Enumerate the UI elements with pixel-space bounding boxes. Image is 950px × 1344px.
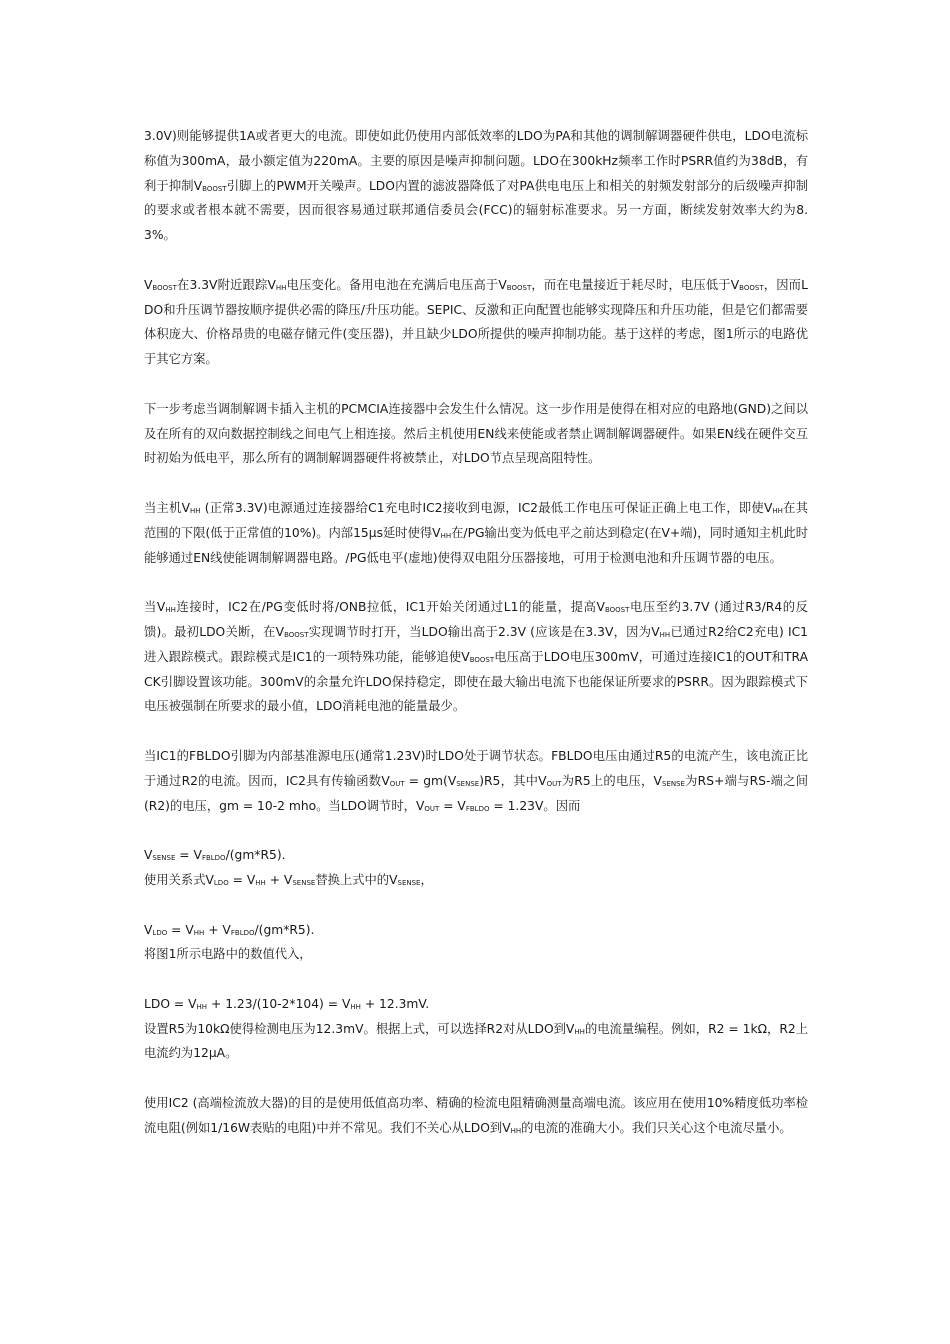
paragraph-vsense-equation: $V_{SENSE} = V_{FBLDO}/(gm*R5)$. 使用关系式$V_{LDO} = V_{HH} + V_{SENSE}$替换上式中的$V_{SENSE}$， — [144, 848, 433, 887]
paragraph-fbldo-regulation: 当IC1的FBLDO引脚为内部基准源电压(通常1.23V)时LDO处于调节状态。FBLDO电压由通过R5的电流产生，该电流正比于通过R2的电流。因而，IC2具有传输函数$V_{OUT} = gm(V_{SENSE})R5$，其中$V_{OUT}$为R5上的电压，$V_{SENSE}$为RS+端与RS-端之间(R2)的电压，gm = 10-2 mho。当LDO调节时，$V_{OUT} = V_{FBLDO} = 1.23V$。因而 — [144, 748, 808, 813]
paragraph-pcmcia-insert: 下一步考虑当调制解调卡插入主机的PCMCIA连接器中会发生什么情况。这一步作用是使得在相对应的电路地(GND)之间以及在所有的双向数据控制线之间电气上相连接。然后主机使用EN线来使能或者禁止调制解调器硬件。如果EN线在硬件交互时初始为低电平，那么所有的调制解调器硬件将被禁止，对LDO节点呈现高阻特性。 — [144, 401, 808, 466]
paragraph-host-power: 当主机$V_{HH}$ (正常3.3V)电源通过连接器给C1充电时IC2接收到电源，IC2最低工作电压可保证正确上电工作，即使$V_{HH}$在其范围的下限(低于正常值的10%)。内部15µs延时使得$V_{HH}$在/PG输出变为低电平之前达到稳定(在V+端)，同时通知主机此时能够通过EN线使能调制解调器电路。/PG低电平(虚地)使得双电阻分压器接地，可用于检测电池和升压调节器的电压。 — [144, 500, 808, 565]
paragraph-ic2-purpose: 使用IC2 (高端检流放大器)的目的是使用低值高功率、精确的检流电阻精确测量高端电流。该应用在使用10%精度低功率检流电阻(例如1/16W表贴的电阻)中并不常见。我们不关心从LDO到$V_{HH}$的电流的准确大小。我们只关心这个电流尽量小。 — [144, 1096, 808, 1135]
paragraph-ldo-value: LDO = $V_{HH} + 1.23/(10-2*104) = V_{HH} + 12.3mV$. 设置R5为10kΩ使得检测电压为12.3mV。根据上式，可以选择R2对从LDO到$V_{HH}$的电流量编程。例如，R2 = 1kΩ，R2上电流约为12µA。 — [144, 996, 808, 1061]
document-body — [144, 124, 808, 1141]
paragraph-tracking-mode: 当$V_{HH}$连接时，IC2在/PG变低时将/ONB拉低，IC1开始关闭通过L1的能量，提高$V_{BOOST}$电压至约3.7V (通过R3/R4的反馈)。最初LDO关断，在$V_{BOOST}$实现调节时打开，当LDO输出高于2.3V (应该是在3.3V，因为$V_{HH}$已通过R2给C2充电) IC1进入跟踪模式。跟踪模式是IC1的一项特殊功能，能够追使$V_{BOOST}$电压高于LDO电压300mV，可通过连接IC1的OUT和TRACK引脚设置该功能。300mV的余量允许LDO保持稳定，即使在最大输出电流下也能保证所要求的PSRR。因为跟踪模式下电压被强制在所要求的最小值，LDO消耗电池的能量最少。 — [144, 600, 809, 714]
paragraph-vboost-tracking: $V_{BOOST}$在3.3V附近跟踪$V_{HH}$电压变化。备用电池在充满后电压高于$V_{BOOST}$，而在电量接近于耗尽时，电压低于$V_{BOOST}$，因而LDO和升压调节器按顺序提供必需的降压/升压功能。SEPIC、反激和正向配置也能够实现降压和升压功能，但是它们都需要体积庞大、价格昂贵的电磁存储元件(变压器)，并且缺少LDO所提供的噪声抑制功能。基于这样的考虑，图1所示的电路优于其它方案。 — [144, 277, 808, 367]
paragraph-ldo-noise: 3.0V)则能够提供1A或者更大的电流。即使如此仍使用内部低效率的LDO为PA和其他的调制解调器硬件供电，LDO电流标称值为300mA，最小额定值为220mA。主要的原因是噪声抑制问题。LDO在300kHz频率工作时PSRR值约为38dB，有利于抑制$V_{BOOST}$引脚上的PWM开关噪声。LDO内置的滤波器降低了对PA供电电压上和相关的射频发射部分的后级噪声抑制的要求或者根本就不需要，因而很容易通过联邦通信委员会(FCC)的辐射标准要求。另一方面，断续发射效率大约为8.3%。 — [144, 129, 808, 243]
paragraph-vldo-equation: $V_{LDO} = V_{HH} + V_{FBLDO}/(gm*R5)$. 将图1所示电路中的数值代入， — [144, 922, 315, 962]
